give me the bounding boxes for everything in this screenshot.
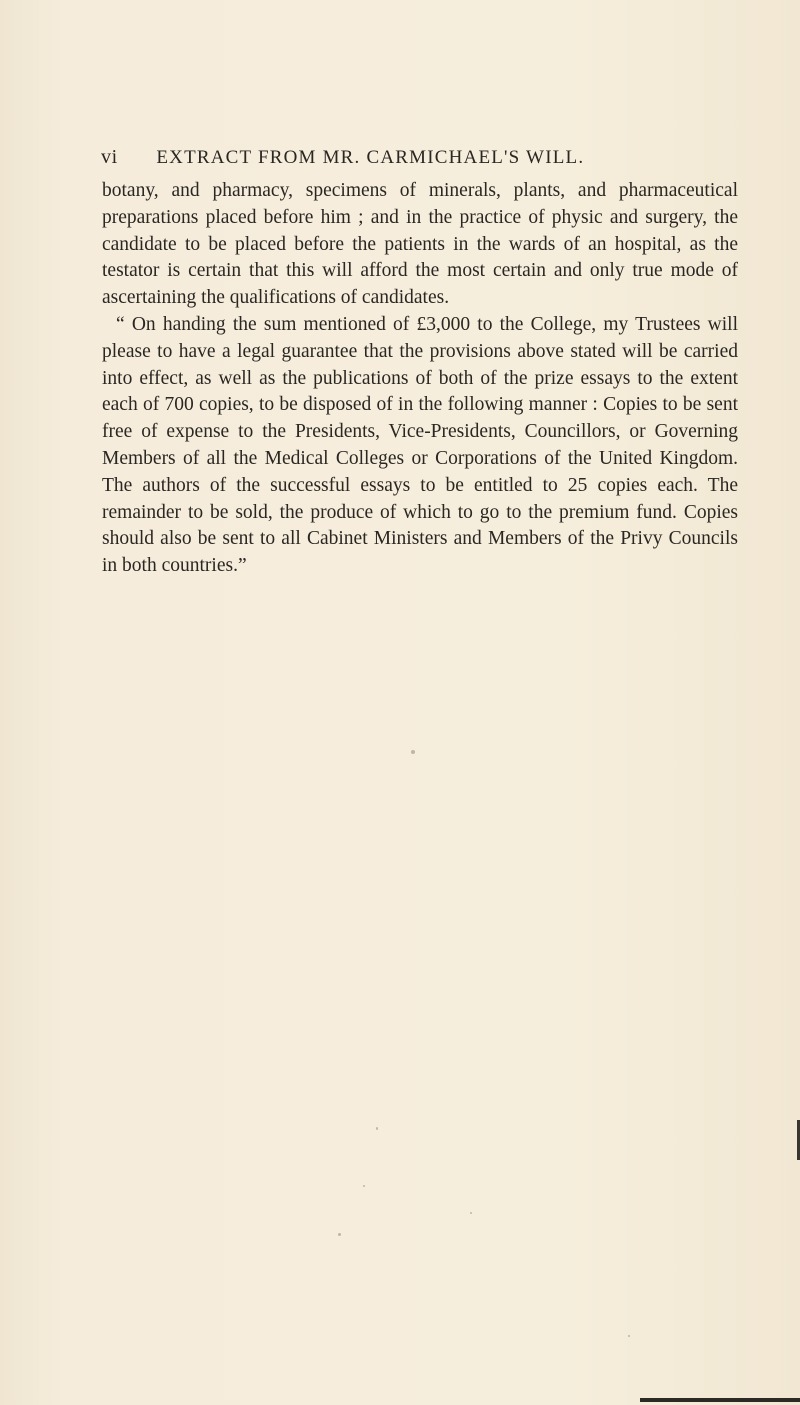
speck: [470, 1212, 472, 1214]
bottom-edge-rule: [640, 1398, 800, 1402]
speck: [628, 1335, 630, 1337]
body-text: [102, 178, 738, 580]
speck: [411, 750, 415, 754]
speck: [376, 1127, 378, 1130]
running-title: EXTRACT FROM MR. CARMICHAEL'S WILL.: [156, 147, 585, 168]
speck: [363, 1185, 365, 1187]
speck: [338, 1233, 341, 1236]
paragraph-continuation: botany, and pharmacy, specimens of minerals, plants, and pharmaceutical preparations placed before him ; and in the practice of physic and surgery, the candidate to be placed before the patients in the wards of an hospital, as the testator is certain that this will afford the most certain and only true mode of ascertaining the qualifications of candidates.: [102, 180, 738, 309]
page-header: [101, 146, 661, 169]
page-number: vi: [101, 146, 118, 168]
paragraph-quotation: “ On handing the sum mentioned of £3,000 to the College, my Trustees will please to have a legal guarantee that the provisions above stated will be carried into effect, as well as the publications of both of the prize essays to the extent each of 700 copies, to be disposed of in the following manner : Copies to be sent free of expense to the Presidents, Vice-Presidents, Councillors, or Governing Members of all the Medical Colleges or Corporations of the United Kingdom. The authors of the successful essays to be entitled to 25 copies each. The remainder to be sold, the produce of which to go to the premium fund. Copies should also be sent to all Cabinet Ministers and Members of the Privy Councils in both countries.”: [102, 313, 738, 577]
